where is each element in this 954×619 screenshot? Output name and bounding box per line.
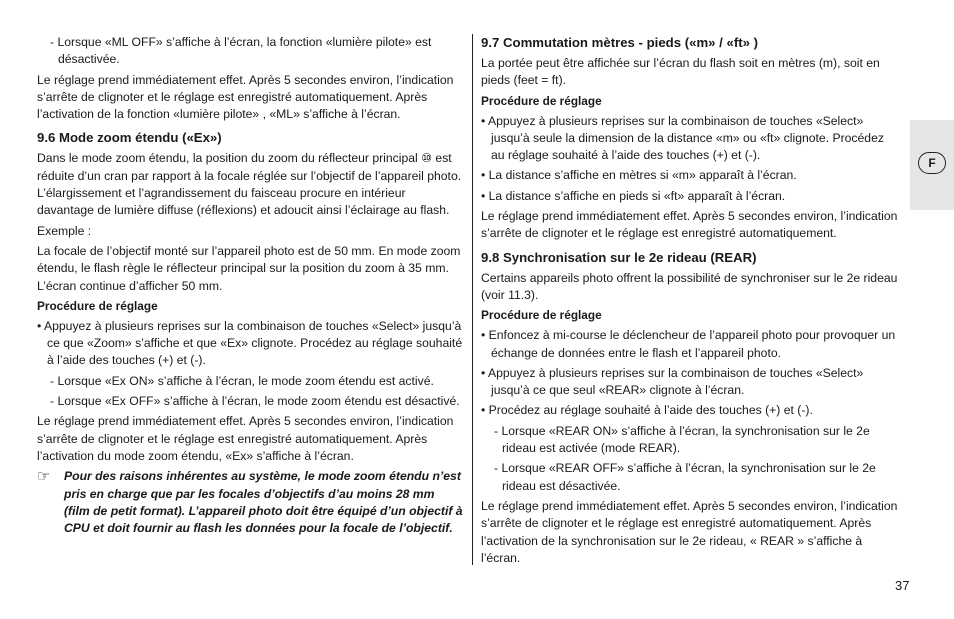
procedure-bullet-9-7-1: • Appuyez à plusieurs reprises sur la combinaison de touches «Select» jusqu’à seule la dimension de la distance «m» ou «ft» clignote. Procédez au réglage souhaité à l’aide des touches (+) et (-). bbox=[481, 113, 884, 163]
ex-off-dash: - Lorsque «Ex OFF» s’affiche à l’écran, le mode zoom étendu est désactivé. bbox=[50, 394, 460, 409]
example-label: Exemple : bbox=[37, 223, 92, 238]
example-text: La focale de l’objectif monté sur l’appareil photo est de 50 mm. En mode zoom étendu, le flash règle le réflecteur principal sur la position du zoom à 35 mm. L’écran continue d’afficher 50 mm. bbox=[37, 243, 461, 293]
pointing-hand-icon: ☞ bbox=[37, 468, 51, 486]
ex-on-dash: - Lorsque «Ex ON» s’affiche à l’écran, le mode zoom étendu est activé. bbox=[50, 373, 434, 388]
meters-feet-description: La portée peut être affichée sur l’écran du flash soit en mètres (m), soit en pieds (feet = ft). bbox=[481, 56, 880, 88]
system-note-text: Pour des raisons inhérentes au système, le mode zoom étendu n’est pris en charge que par les focales d’objectifs d’au moins 28 mm (film de petit format). L’appareil photo doit être équipé d’un objectif à CPU et doit fournir au flash les données pour la focale de l’objectif. bbox=[64, 469, 463, 536]
heading-9-6: 9.6 Mode zoom étendu («Ex») bbox=[37, 130, 222, 146]
procedure-label-9-6: Procédure de réglage bbox=[37, 298, 158, 313]
rear-on-dash: - Lorsque «REAR ON» s’affiche à l’écran, la synchronisation sur le 2e rideau est activée (mode REAR). bbox=[494, 423, 870, 456]
procedure-bullet-9-7-3: • La distance s’affiche en pieds si «ft» apparaît à l’écran. bbox=[481, 188, 786, 203]
heading-9-8: 9.8 Synchronisation sur le 2e rideau (REAR) bbox=[481, 249, 757, 265]
procedure-bullet-9-7-2: • La distance s’affiche en mètres si «m» apparaît à l’écran. bbox=[481, 168, 797, 183]
rear-final-para: Le réglage prend immédiatement effet. Après 5 secondes environ, l’indication s’arrête de clignoter et le réglage est enregistré automatiquement. Après l’activation de la synchronisation sur le 2e rideau, « REAR » s’affiche à l’écran. bbox=[481, 498, 898, 565]
page-number: 37 bbox=[895, 578, 910, 593]
procedure-bullet-9-6: • Appuyez à plusieurs reprises sur la combinaison de touches «Select» jusqu’à ce que «Zoom» s’affiche et que «Ex» clignote. Procédez au réglage souhaité à l’aide des touches (+) et (-). bbox=[37, 318, 463, 368]
procedure-label-9-7: Procédure de réglage bbox=[481, 93, 602, 108]
procedure-bullet-9-8-2: • Appuyez à plusieurs reprises sur la combinaison de touches «Select» jusqu’à ce que seul «REAR» clignote à l’écran. bbox=[481, 365, 864, 398]
heading-9-7: 9.7 Commutation mètres - pieds («m» / «ft» ) bbox=[481, 35, 759, 50]
rear-sync-description: Certains appareils photo offrent la possibilité de synchroniser sur le 2e rideau (voir 11.3). bbox=[481, 270, 898, 302]
language-tab bbox=[910, 120, 954, 210]
right-column bbox=[481, 34, 899, 570]
ml-off-note: - Lorsque «ML OFF» s’affiche à l’écran, la fonction «lumière pilote» est désactivée. bbox=[50, 35, 432, 67]
language-tab-letter: F bbox=[918, 152, 946, 174]
system-note bbox=[37, 468, 463, 537]
zoom-extended-description: Dans le mode zoom étendu, la position du zoom du réflecteur principal ⑩ est réduite d’un cran par rapport à la focale réglée sur l’objectif de l’appareil photo. L’élargissement et l’agrandissement du faisceau procure en intérieur davantage de lumière diffuse (réflexions) et adoucit ainsi l’éclairage au flash. bbox=[37, 151, 462, 218]
procedure-bullet-9-8-1: • Enfoncez à mi-course le déclencheur de l’appareil photo pour provoquer un échange de données entre le flash et l’appareil photo. bbox=[481, 328, 896, 360]
ml-activation-para: Le réglage prend immédiatement effet. Après 5 secondes environ, l’indication s’arrête de clignoter et le réglage est enregistré automatiquement. Après l’activation de la fonction «lumière pilote» , «ML» s’affiche à l’écran. bbox=[37, 72, 454, 122]
left-column bbox=[37, 34, 463, 540]
column-divider bbox=[472, 34, 473, 565]
ex-final-para: Le réglage prend immédiatement effet. Après 5 secondes environ, l’indication s’arrête de clignoter et le réglage est enregistré automatiquement. Après l’activation du mode zoom étendu, «Ex» s’affiche à l’écran. bbox=[37, 414, 454, 463]
procedure-label-9-8: Procédure de réglage bbox=[481, 308, 602, 323]
meters-feet-final-para: Le réglage prend immédiatement effet. Après 5 secondes environ, l’indication s’arrête de clignoter et le réglage est enregistré automatiquement. bbox=[481, 209, 898, 241]
procedure-bullet-9-8-3: • Procédez au réglage souhaité à l’aide des touches (+) et (-). bbox=[481, 403, 813, 418]
rear-off-dash: - Lorsque «REAR OFF» s’affiche à l’écran, la synchronisation sur le 2e rideau est désactivée. bbox=[494, 461, 876, 493]
